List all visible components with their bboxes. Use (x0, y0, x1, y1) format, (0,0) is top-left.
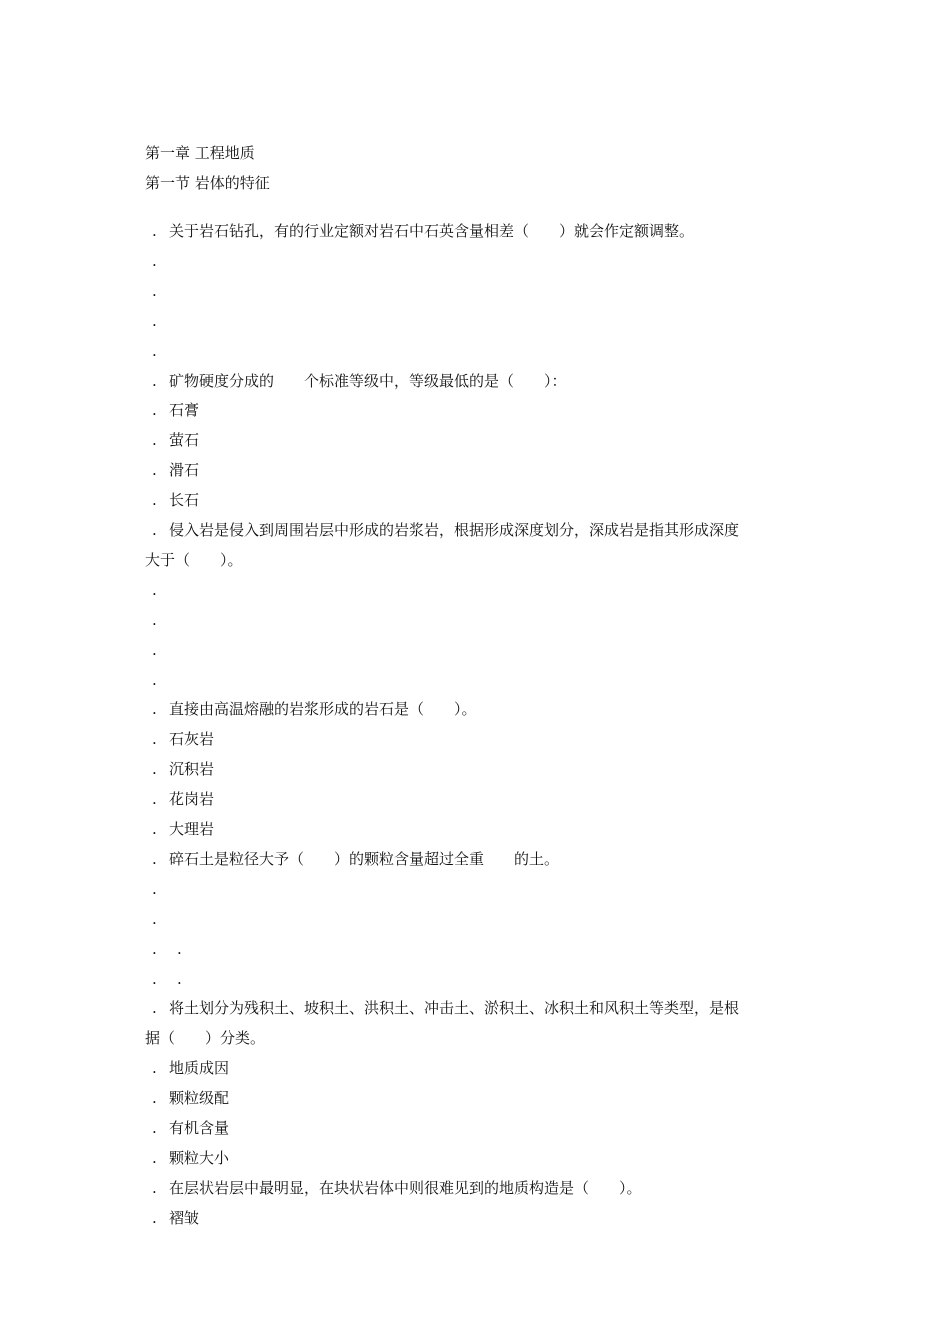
option-text: . (177, 970, 182, 988)
option-marker: . (152, 312, 157, 330)
question-marker: . (152, 521, 157, 539)
option-marker: . (152, 970, 157, 988)
option-marker: . (152, 1059, 157, 1077)
option-marker: . (152, 461, 157, 479)
question-marker: . (152, 222, 157, 240)
question-marker: . (152, 372, 157, 390)
option-text: 大理岩 (169, 820, 215, 838)
question-stem: 关于岩石钻孔，有的行业定额对岩石中石英含量相差（ ）就会作定额调整。 (169, 222, 695, 240)
option-marker: . (152, 282, 157, 300)
question-stem: 矿物硬度分成的 个标准等级中，等级最低的是（ ）： (169, 372, 567, 390)
option-text: 花岗岩 (169, 790, 215, 808)
option-marker: . (152, 431, 157, 449)
option-marker: . (152, 252, 157, 270)
question-marker: . (152, 850, 157, 868)
option-marker: . (152, 581, 157, 599)
option-text: 颗粒级配 (169, 1089, 230, 1107)
option-marker: . (152, 342, 157, 360)
option-text: 有机含量 (169, 1119, 230, 1137)
option-marker: . (152, 491, 157, 509)
option-text: 石膏 (169, 401, 200, 419)
option-text: 沉积岩 (169, 760, 215, 778)
option-text: 萤石 (169, 431, 200, 449)
question-stem-continuation: 大于（ ）。 (145, 551, 243, 569)
question-marker: . (152, 999, 157, 1017)
question-stem: 碎石土是粒径大予（ ）的颗粒含量超过全重 的土。 (169, 850, 560, 868)
option-marker: . (152, 730, 157, 748)
question-stem: 侵入岩是侵入到周围岩层中形成的岩浆岩，根据形成深度划分，深成岩是指其形成深度 (169, 521, 740, 539)
option-marker: . (152, 880, 157, 898)
option-marker: . (152, 790, 157, 808)
option-marker: . (152, 1089, 157, 1107)
option-text: 颗粒大小 (169, 1149, 230, 1167)
option-marker: . (152, 1209, 157, 1227)
option-marker: . (152, 1149, 157, 1167)
option-marker: . (152, 641, 157, 659)
option-text: 滑石 (169, 461, 200, 479)
option-marker: . (152, 760, 157, 778)
option-marker: . (152, 910, 157, 928)
option-text: 长石 (169, 491, 200, 509)
option-marker: . (152, 820, 157, 838)
option-marker: . (152, 611, 157, 629)
option-marker: . (152, 401, 157, 419)
section-title: 第一节 岩体的特征 (145, 174, 270, 192)
question-stem: 将土划分为残积土、坡积土、洪积土、冲击土、淤积土、冰积土和风积土等类型，是根 (169, 999, 740, 1017)
option-text: 石灰岩 (169, 730, 215, 748)
question-stem: 直接由高温熔融的岩浆形成的岩石是（ ）。 (169, 700, 477, 718)
question-stem: 在层状岩层中最明显，在块状岩体中则很难见到的地质构造是（ ）。 (169, 1179, 642, 1197)
option-marker: . (152, 940, 157, 958)
option-marker: . (152, 1119, 157, 1137)
chapter-title: 第一章 工程地质 (145, 144, 255, 162)
question-stem-continuation: 据（ ）分类。 (145, 1029, 266, 1047)
option-marker: . (152, 671, 157, 689)
option-text: 褶皱 (169, 1209, 200, 1227)
option-text: 地质成因 (169, 1059, 230, 1077)
question-marker: . (152, 1179, 157, 1197)
question-marker: . (152, 700, 157, 718)
option-text: . (177, 940, 182, 958)
